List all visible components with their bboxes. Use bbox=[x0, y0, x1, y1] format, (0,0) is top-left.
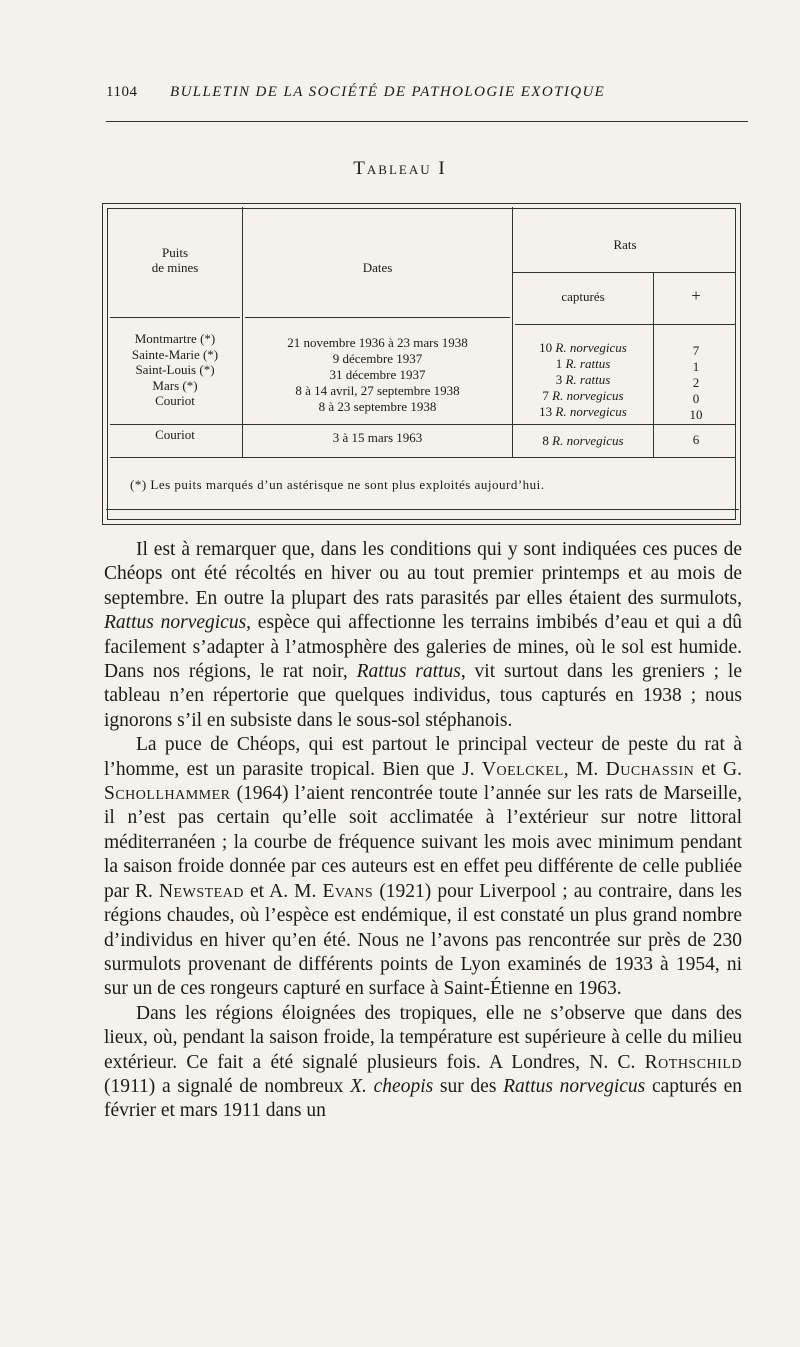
table-footnote: (*) Les puits marqués d’un astérisque ne sont plus exploités aujourd’hui. bbox=[130, 477, 545, 492]
captured-entry: 8 R. norvegicus bbox=[542, 433, 624, 448]
plus-value: 0 bbox=[692, 391, 700, 406]
species-name: Rattus norvegicus bbox=[503, 1075, 646, 1097]
captured-entry: 7 R. norvegicus bbox=[542, 388, 624, 403]
table-border-bottom bbox=[107, 519, 736, 520]
paragraph bbox=[104, 733, 742, 1001]
text-run: et G. bbox=[694, 758, 743, 780]
text-run: (1921) pour Liverpool ; au contraire, dans les régions chaudes, où l’espèce est endémique, il est constaté un plus grand nombre d’individus en hiver qu’en été. Nous ne l’avons pas rencontrée sur près de 230 surmulots provenant de différents points de Lyon examinés de 1933 à 1954, ni sur un de ces rongeurs capturé en surface à Saint-Étienne en 1963. bbox=[104, 880, 742, 1000]
author-name: Rothschild bbox=[644, 1051, 742, 1073]
date-range: 9 décembre 1937 bbox=[332, 351, 423, 366]
col-divider-captured bbox=[653, 272, 654, 457]
text-run: sur des bbox=[433, 1075, 504, 1097]
row-divider bbox=[110, 424, 735, 425]
col-divider-dates bbox=[512, 207, 513, 457]
text-run: et A. M. bbox=[243, 880, 323, 902]
rats-subheader-rule bbox=[512, 272, 735, 273]
table-title: Tableau I bbox=[353, 158, 447, 179]
journal-title: BULLETIN DE LA SOCIÉTÉ DE PATHOLOGIE EXOTIQUE bbox=[170, 84, 606, 100]
captured-entry: 3 R. rattus bbox=[555, 372, 611, 387]
date-range: 8 à 23 septembre 1938 bbox=[318, 399, 437, 414]
species-name: Rattus rattus bbox=[356, 661, 461, 683]
text-run: Il est à remarquer que, dans les conditions qui y sont indiquées ces puces de Chéops ont été récoltés en hiver ou au tout premier printemps et au mois de septembre. En outre la plupart des rats parasités par elles étaient des surmulots, bbox=[104, 539, 742, 609]
species-name: X. cheopis bbox=[350, 1075, 434, 1097]
mine-name: Mars (*) bbox=[152, 377, 198, 393]
mines-list bbox=[110, 331, 240, 409]
date-range: 3 à 15 mars 1963 bbox=[332, 430, 423, 445]
header-rule-mines bbox=[110, 317, 240, 318]
author-name: Duchassin bbox=[605, 758, 695, 780]
body-text bbox=[104, 538, 742, 1124]
date-range: 21 novembre 1936 à 23 mars 1938 bbox=[287, 335, 468, 350]
page-number: 1104 bbox=[106, 84, 138, 100]
text-run: , vit surtout dans les greniers ; le tableau n’en répertorie que quelques individus, tous capturés en 1938 ; nous ignorons s’il en subsiste dans le sous-sol stéphanois. bbox=[104, 661, 742, 731]
paragraph bbox=[104, 1002, 742, 1124]
header-mines: Puits de mines bbox=[151, 245, 199, 275]
table-footer-rule bbox=[110, 457, 735, 458]
author-name: Voelckel bbox=[481, 758, 564, 780]
plus-value: 6 bbox=[692, 432, 700, 447]
header-rule-dates bbox=[245, 317, 510, 318]
text-run: , M. bbox=[563, 758, 606, 780]
table-border-left bbox=[107, 208, 108, 520]
plus-value: 7 bbox=[692, 343, 700, 358]
running-header bbox=[106, 84, 746, 101]
captured-list bbox=[515, 340, 651, 420]
plus-value: 10 bbox=[689, 407, 703, 422]
text-run: (1964) l’aient rencontrée toute l’année sur les rats de Marseille, il n’est pas certain qu’elle soit acclimatée à l’extérieur sur notre littoral méditerranéen ; la courbe de fréquence suivant les mois avec minimum pendant la saison froide donnée par ces auteurs est en effet peu différente de celle publiée par R. bbox=[104, 783, 742, 902]
header-rats: Rats bbox=[613, 237, 637, 252]
author-name: Schollhammer bbox=[104, 783, 231, 805]
text-run: Dans les régions éloignées des tropiques, elle ne s’observe que dans des lieux, où, pendant la saison froide, la température est supérieure à celle du milieu extérieur. Ce fait a été signalé plusieurs fois. A Londres, N. C. bbox=[104, 1002, 742, 1073]
header-rule-rats bbox=[515, 324, 735, 325]
dates-list bbox=[245, 335, 510, 415]
text-run: capturés en février et mars 1911 dans un bbox=[104, 1075, 743, 1122]
mine-name: Couriot bbox=[155, 427, 195, 442]
author-name: Evans bbox=[322, 880, 374, 902]
text-run: La puce de Chéops, qui est partout le principal vecteur de peste du rat à l’homme, est un parasite tropical. Bien que J. bbox=[104, 734, 742, 780]
header-rule bbox=[106, 121, 748, 122]
footnote-rule bbox=[106, 509, 739, 510]
table-border-top bbox=[107, 208, 736, 209]
mine-name: Montmartre (*) bbox=[134, 331, 216, 346]
header-dates: Dates bbox=[362, 260, 393, 275]
mine-name: Couriot bbox=[155, 393, 195, 408]
plus-value: 1 bbox=[692, 359, 700, 374]
col-divider-mines bbox=[242, 207, 243, 457]
mine-name: Saint-Louis (*) bbox=[135, 362, 215, 377]
species-name: Rattus norvegicus bbox=[104, 612, 247, 634]
author-name: Newstead bbox=[158, 880, 244, 902]
header-captured: capturés bbox=[561, 289, 605, 304]
date-range: 31 décembre 1937 bbox=[329, 367, 426, 382]
captured-entry: 1 R. rattus bbox=[555, 356, 611, 371]
header-plus: + bbox=[691, 286, 701, 305]
captured-entry: 13 R. norvegicus bbox=[539, 404, 627, 419]
plus-value: 2 bbox=[692, 375, 700, 390]
mine-name: Sainte-Marie (*) bbox=[131, 346, 219, 362]
paragraph bbox=[104, 538, 742, 733]
captured-entry: 10 R. norvegicus bbox=[539, 340, 627, 355]
plus-list bbox=[656, 343, 736, 423]
date-range: 8 à 14 avril, 27 septembre 1938 bbox=[295, 383, 460, 398]
text-run: , espèce qui affectionne les terrains imbibés d’eau et qui a dû facilement s’adapter à l’atmosphère des galeries de mines, où le sol est humide. Dans nos régions, le rat noir, bbox=[104, 612, 743, 683]
text-run: (1911) a signalé de nombreux bbox=[104, 1075, 351, 1097]
